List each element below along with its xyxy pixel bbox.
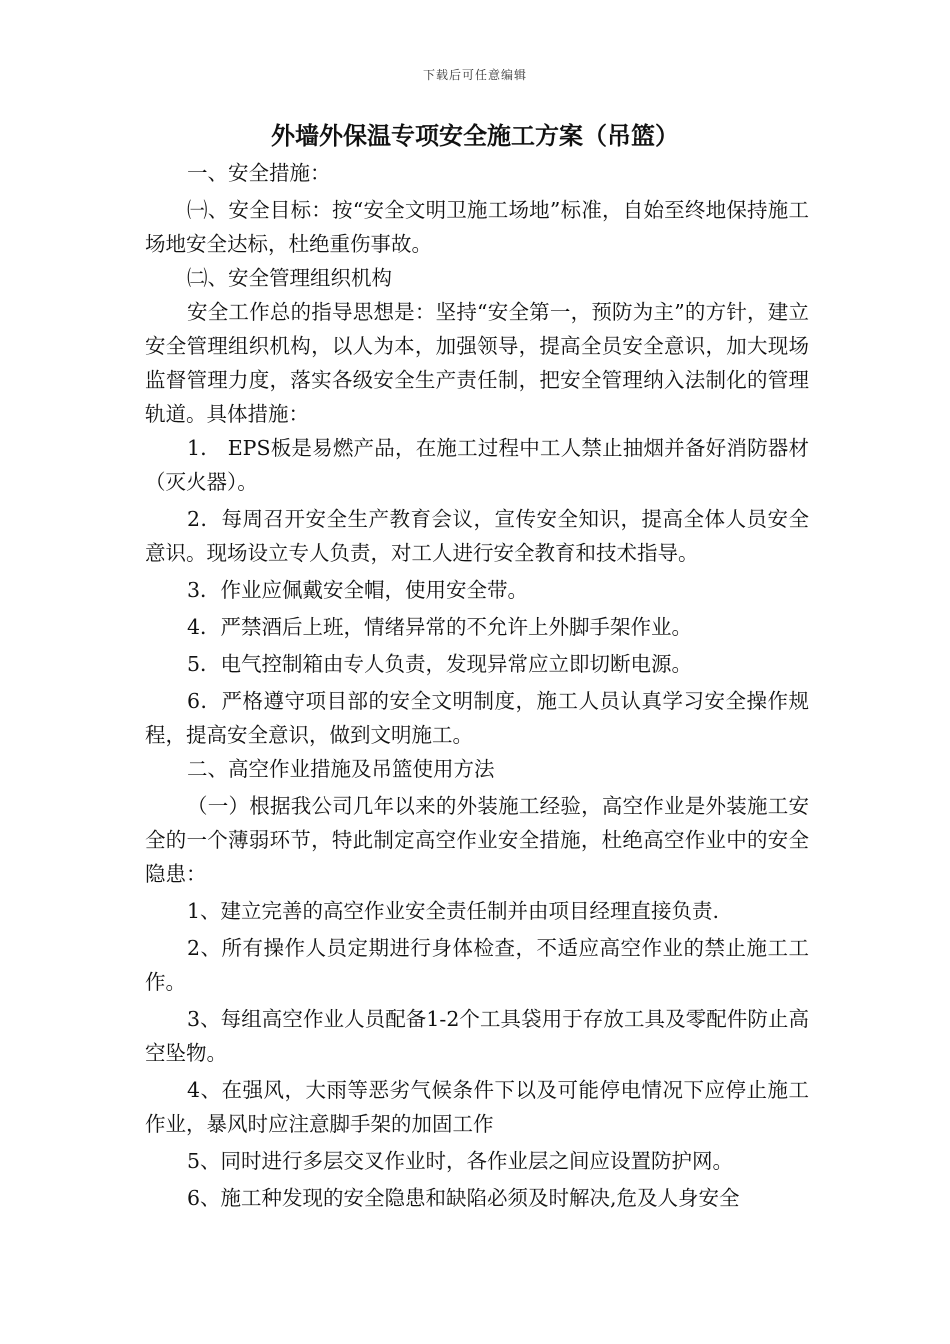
list-item-measure-4: 4．严禁酒后上班，情绪异常的不允许上外脚手架作业。 (187, 615, 693, 639)
list-item-measure-3: 3．作业应佩戴安全帽，使用安全带。 (187, 578, 529, 602)
list-item-measure-2: 2．每周召开安全生产教育会议，宣传安全知识，提高全体人员安全意识。现场设立专人负责，对工人进行安全教育和技术指导。 (145, 507, 809, 565)
page-header-note: 下载后可任意编辑 (422, 68, 527, 82)
paragraph-high-altitude-intro: （一）根据我公司几年以来的外装施工经验，高空作业是外装施工安全的一个薄弱环节，特此制定高空作业安全措施，杜绝高空作业中的安全隐患： (145, 794, 809, 886)
list-item-measure-1: 1． EPS板是易燃产品，在施工过程中工人禁止抽烟并备好消防器材（灭火器）。 (145, 436, 809, 494)
paragraph-safety-goal: ㈠、安全目标：按“安全文明卫施工场地”标准，自始至终地保持施工场地安全达标，杜绝重伤事故。 (145, 198, 809, 256)
list-item-altitude-5: 5、同时进行多层交叉作业时，各作业层之间应设置防护网。 (187, 1149, 734, 1173)
list-item-altitude-4: 4、在强风，大雨等恶劣气候条件下以及可能停电情况下应停止施工作业，暴风时应注意脚手架的加固工作 (145, 1078, 809, 1136)
paragraph-guiding-principle: 安全工作总的指导思想是：坚持“安全第一，预防为主”的方针，建立安全管理组织机构，以人为本，加强领导，提高全员安全意识，加大现场监督管理力度，落实各级安全生产责任制，把安全管理纳入法制化的管理轨道。具体措施： (145, 300, 809, 426)
section-heading-high-altitude: 二、高空作业措施及吊篮使用方法 (187, 757, 495, 781)
list-item-altitude-6: 6、施工种发现的安全隐患和缺陷必须及时解决,危及人身安全 (187, 1186, 740, 1210)
document-body (145, 156, 809, 1215)
list-item-altitude-2: 2、所有操作人员定期进行身体检查，不适应高空作业的禁止施工工作。 (145, 936, 809, 994)
section-heading-safety-measures: 一、安全措施： (187, 161, 331, 185)
list-item-altitude-1: 1、建立完善的高空作业安全责任制并由项目经理直接负责. (187, 899, 720, 923)
list-item-altitude-3: 3、每组高空作业人员配备1-2个工具袋用于存放工具及零配件防止高空坠物。 (145, 1007, 809, 1065)
list-item-measure-6: 6．严格遵守项目部的安全文明制度，施工人员认真学习安全操作规程，提高安全意识，做到文明施工。 (145, 689, 809, 747)
document-title: 外墙外保温专项安全施工方案（吊篮） (271, 121, 679, 150)
list-item-measure-5: 5．电气控制箱由专人负责，发现异常应立即切断电源。 (187, 652, 693, 676)
paragraph-safety-organization: ㈡、安全管理组织机构 (187, 266, 392, 290)
